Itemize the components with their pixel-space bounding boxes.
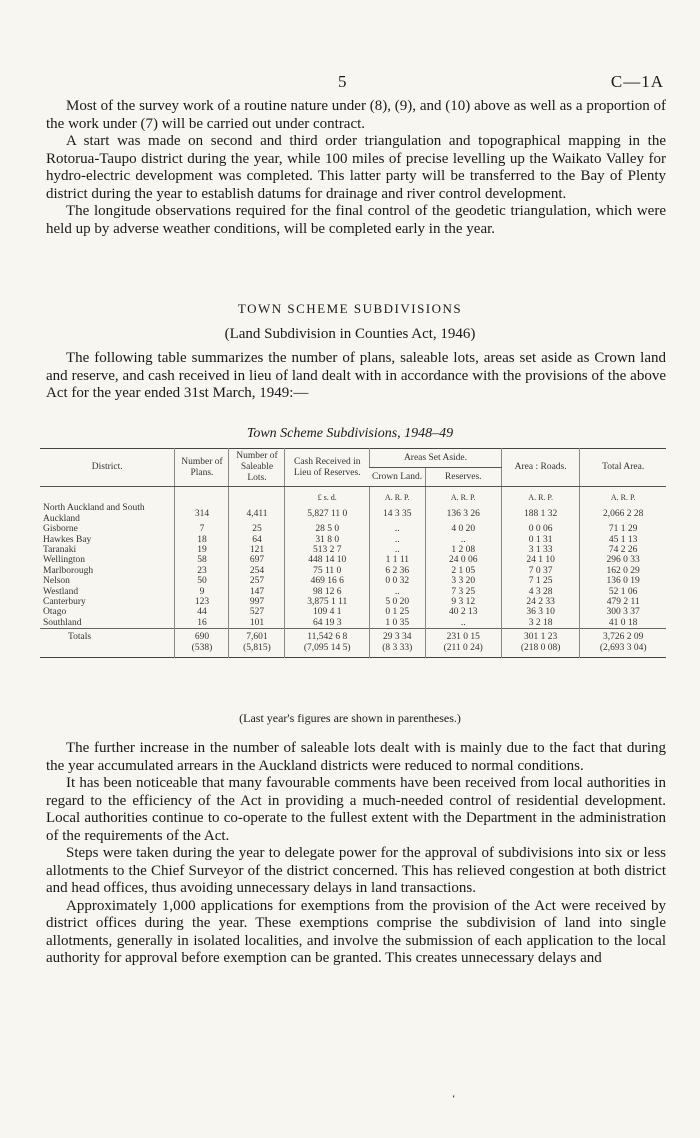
- roads-cell: 24 1 10: [501, 555, 579, 565]
- reserves-cell: 9 3 12: [425, 597, 501, 607]
- lots-cell: 25: [229, 524, 285, 534]
- crown-cell: ..: [370, 587, 426, 597]
- plans-cell: 23: [175, 566, 229, 576]
- total-cell: 71 1 29: [580, 524, 666, 534]
- unit-roads: A. R. P.: [501, 487, 579, 504]
- crown-cell: 5 0 20: [370, 597, 426, 607]
- table-title: Town Scheme Subdivisions, 1948–49: [246, 426, 454, 441]
- cash-cell: 28 5 0: [285, 524, 370, 534]
- document-code: C—1A: [610, 72, 664, 91]
- roads-cell: 0 0 06: [501, 524, 579, 534]
- roads-cell: 4 3 28: [501, 587, 579, 597]
- total-cell: 300 3 37: [580, 607, 666, 617]
- total-cell: 136 0 19: [580, 576, 666, 586]
- cash-cell: 513 2 7: [285, 545, 370, 555]
- crown-cell: 1 1 11: [370, 555, 426, 565]
- reserves-cell: 7 3 25: [425, 587, 501, 597]
- district-cell: Gisborne: [43, 524, 78, 535]
- total-cell: 162 0 29: [580, 566, 666, 576]
- table-row: [40, 503, 666, 524]
- totals-total-cell: 3,726 2 09: [580, 629, 666, 643]
- lots-cell: 257: [229, 576, 285, 586]
- totals-lots-cell: 7,601: [229, 629, 285, 643]
- lots-cell: 64: [229, 535, 285, 545]
- district-cell: Taranaki: [43, 545, 77, 556]
- totals-label: Totals: [40, 629, 175, 643]
- cash-cell: 31 8 0: [285, 535, 370, 545]
- paragraph: Approximately 1,000 applications for exemptions from the provision of the Act were received by district offices during the year. These exemptions comprise the subdivision of land into single allotments, generally in isolated localities, and involve the submission of each application to the local authority for approval before exemption can be granted. This creates unnecessary delays and: [46, 897, 666, 966]
- totals-plans-cell: 690: [175, 629, 229, 643]
- reserves-cell: 1 2 08: [425, 545, 501, 555]
- total-cell: 2,066 2 28: [580, 503, 666, 524]
- roads-cell: 24 2 33: [501, 597, 579, 607]
- paragraph: The further increase in the number of saleable lots dealt with is mainly due to the fact that during the year accumulated arrears in the Auckland districts were reduced to normal conditions.: [46, 740, 666, 774]
- unit-crown: A. R. P.: [370, 487, 426, 504]
- lots-cell: 697: [229, 555, 285, 565]
- cash-cell: 64 19 3: [285, 618, 370, 629]
- roads-cell: 7 1 25: [501, 576, 579, 586]
- lots-cell: 254: [229, 566, 285, 576]
- table-intro: [46, 350, 666, 403]
- intro-text: [46, 98, 666, 238]
- table-row: [40, 555, 666, 565]
- closing-text: [46, 740, 666, 968]
- header-cash: Cash Received in Lieu of Reserves.: [285, 449, 370, 487]
- total-cell: 296 0 33: [580, 555, 666, 565]
- district-cell: Westland: [43, 586, 79, 597]
- district-cell: Hawkes Bay: [43, 534, 92, 545]
- unit-reserves: A. R. P.: [425, 487, 501, 504]
- total-cell: 479 2 11: [580, 597, 666, 607]
- totals-total-cell: (2,693 3 04): [580, 643, 666, 658]
- page-number: 5: [338, 72, 347, 91]
- crown-cell: 6 2 36: [370, 566, 426, 576]
- totals-reserves-cell: 231 0 15: [425, 629, 501, 643]
- table-body: [40, 487, 666, 658]
- district-cell: Southland: [43, 617, 82, 628]
- district-cell: Wellington: [43, 555, 85, 566]
- totals-cash-cell: (7,095 14 5): [285, 643, 370, 658]
- total-cell: 74 2 26: [580, 545, 666, 555]
- header-reserves: Reserves.: [425, 468, 501, 487]
- crown-cell: ..: [370, 524, 426, 534]
- district-cell: Canterbury: [43, 597, 86, 608]
- header-roads: Area : Roads.: [501, 449, 579, 487]
- roads-cell: 0 1 31: [501, 535, 579, 545]
- section-subheading: (Land Subdivision in Counties Act, 1946): [224, 326, 476, 342]
- header-areas-set-aside: Areas Set Aside.: [370, 449, 502, 468]
- crown-cell: 14 3 35: [370, 503, 426, 524]
- cash-cell: 469 16 6: [285, 576, 370, 586]
- crown-cell: 0 1 25: [370, 607, 426, 617]
- roads-cell: 7 0 37: [501, 566, 579, 576]
- crown-cell: 0 0 32: [370, 576, 426, 586]
- totals-roads-cell: 301 1 23: [501, 629, 579, 643]
- totals-plans-cell: (538): [175, 643, 229, 658]
- totals-crown-cell: (8 3 33): [370, 643, 426, 658]
- district-cell: Otago: [43, 607, 67, 618]
- reserves-cell: 40 2 13: [425, 607, 501, 617]
- totals-reserves-cell: (211 0 24): [425, 643, 501, 658]
- reserves-cell: ..: [425, 618, 501, 629]
- cash-cell: 98 12 6: [285, 587, 370, 597]
- district-cell: North Auckland and South Auckland: [43, 503, 145, 524]
- paragraph: The longitude observations required for the final control of the geodetic triangulation, which were held up by adverse weather conditions, will be completed early in the year.: [46, 203, 666, 237]
- reserves-cell: 136 3 26: [425, 503, 501, 524]
- roads-cell: 3 2 18: [501, 618, 579, 629]
- district-cell: Nelson: [43, 576, 70, 587]
- footer-mark: ‘: [452, 1094, 456, 1105]
- roads-cell: 3 1 33: [501, 545, 579, 555]
- paragraph: It has been noticeable that many favourable comments have been received from local authorities in regard to the efficiency of the Act in providing a much-needed control of residential development. Local authorities continue to co-operate to the fullest extent with the Department in the administration of the requirements of the Act.: [46, 775, 666, 844]
- cash-cell: 448 14 10: [285, 555, 370, 565]
- totals-roads-cell: (218 0 08): [501, 643, 579, 658]
- section-heading: TOWN SCHEME SUBDIVISIONS: [237, 301, 463, 316]
- lots-cell: 527: [229, 607, 285, 617]
- reserves-cell: 2 1 05: [425, 566, 501, 576]
- plans-cell: 16: [175, 618, 229, 629]
- plans-cell: 9: [175, 587, 229, 597]
- paragraph: Steps were taken during the year to delegate power for the approval of subdivisions into six or less allotments to the Chief Surveyor of the district concerned. This has relieved congestion at both district and head offices, thus avoiding unnecessary delays in land transactions.: [46, 845, 666, 896]
- cash-cell: 5,827 11 0: [285, 503, 370, 524]
- totals-cash-cell: 11,542 6 8: [285, 629, 370, 643]
- reserves-cell: 3 3 20: [425, 576, 501, 586]
- table-row: [40, 535, 666, 545]
- header-lots: Number of Saleable Lots.: [229, 449, 285, 487]
- table-row: [40, 545, 666, 555]
- crown-cell: ..: [370, 545, 426, 555]
- header-district: District.: [40, 449, 175, 487]
- cash-cell: 75 11 0: [285, 566, 370, 576]
- total-cell: 45 1 13: [580, 535, 666, 545]
- units-row: [40, 487, 666, 504]
- reserves-cell: 4 0 20: [425, 524, 501, 534]
- header-total: Total Area.: [580, 449, 666, 487]
- table-row: [40, 597, 666, 607]
- reserves-cell: ..: [425, 535, 501, 545]
- plans-cell: 44: [175, 607, 229, 617]
- table-row: [40, 587, 666, 597]
- header-crown: Crown Land.: [370, 468, 426, 487]
- roads-cell: 188 1 32: [501, 503, 579, 524]
- previous-totals-row: [40, 643, 666, 658]
- plans-cell: 19: [175, 545, 229, 555]
- table-row: [40, 524, 666, 534]
- plans-cell: 58: [175, 555, 229, 565]
- total-cell: 41 0 18: [580, 618, 666, 629]
- header-plans: Number of Plans.: [175, 449, 229, 487]
- plans-cell: 50: [175, 576, 229, 586]
- cash-cell: 3,875 1 11: [285, 597, 370, 607]
- paragraph: The following table summarizes the number of plans, saleable lots, areas set aside as Crown land and reserve, and cash received in lieu of land dealt with in accordance with the provisions of the above Act for the year ended 31st March, 1949:—: [46, 350, 666, 401]
- plans-cell: 123: [175, 597, 229, 607]
- unit-cash: £ s. d.: [285, 487, 370, 504]
- reserves-cell: 24 0 06: [425, 555, 501, 565]
- crown-cell: 1 0 35: [370, 618, 426, 629]
- plans-cell: 314: [175, 503, 229, 524]
- table-row: [40, 576, 666, 586]
- totals-label: [40, 643, 175, 658]
- totals-lots-cell: (5,815): [229, 643, 285, 658]
- table-row: [40, 618, 666, 629]
- lots-cell: 4,411: [229, 503, 285, 524]
- district-cell: Marlborough: [43, 565, 94, 576]
- subdivisions-table: [40, 448, 666, 658]
- cash-cell: 109 4 1: [285, 607, 370, 617]
- unit-total: A. R. P.: [580, 487, 666, 504]
- crown-cell: ..: [370, 535, 426, 545]
- lots-cell: 121: [229, 545, 285, 555]
- plans-cell: 7: [175, 524, 229, 534]
- plans-cell: 18: [175, 535, 229, 545]
- lots-cell: 147: [229, 587, 285, 597]
- total-cell: 52 1 06: [580, 587, 666, 597]
- lots-cell: 997: [229, 597, 285, 607]
- totals-row: [40, 629, 666, 643]
- table-note: (Last year's figures are shown in parentheses.): [239, 711, 461, 725]
- table-row: [40, 566, 666, 576]
- paragraph: Most of the survey work of a routine nature under (8), (9), and (10) above as well as a proportion of the work under (7) will be carried out under contract.: [46, 98, 666, 132]
- paragraph: A start was made on second and third order triangulation and topographical mapping in the Rotorua-Taupo district during the year, while 100 miles of precise levelling up the Waikato Valley for hydro-electric development was completed. This latter party will be transferred to the Bay of Plenty district during the year to establish datums for drainage and river control development.: [46, 133, 666, 202]
- lots-cell: 101: [229, 618, 285, 629]
- table-header-row: [40, 449, 666, 468]
- table-row: [40, 607, 666, 617]
- roads-cell: 36 3 10: [501, 607, 579, 617]
- totals-crown-cell: 29 3 34: [370, 629, 426, 643]
